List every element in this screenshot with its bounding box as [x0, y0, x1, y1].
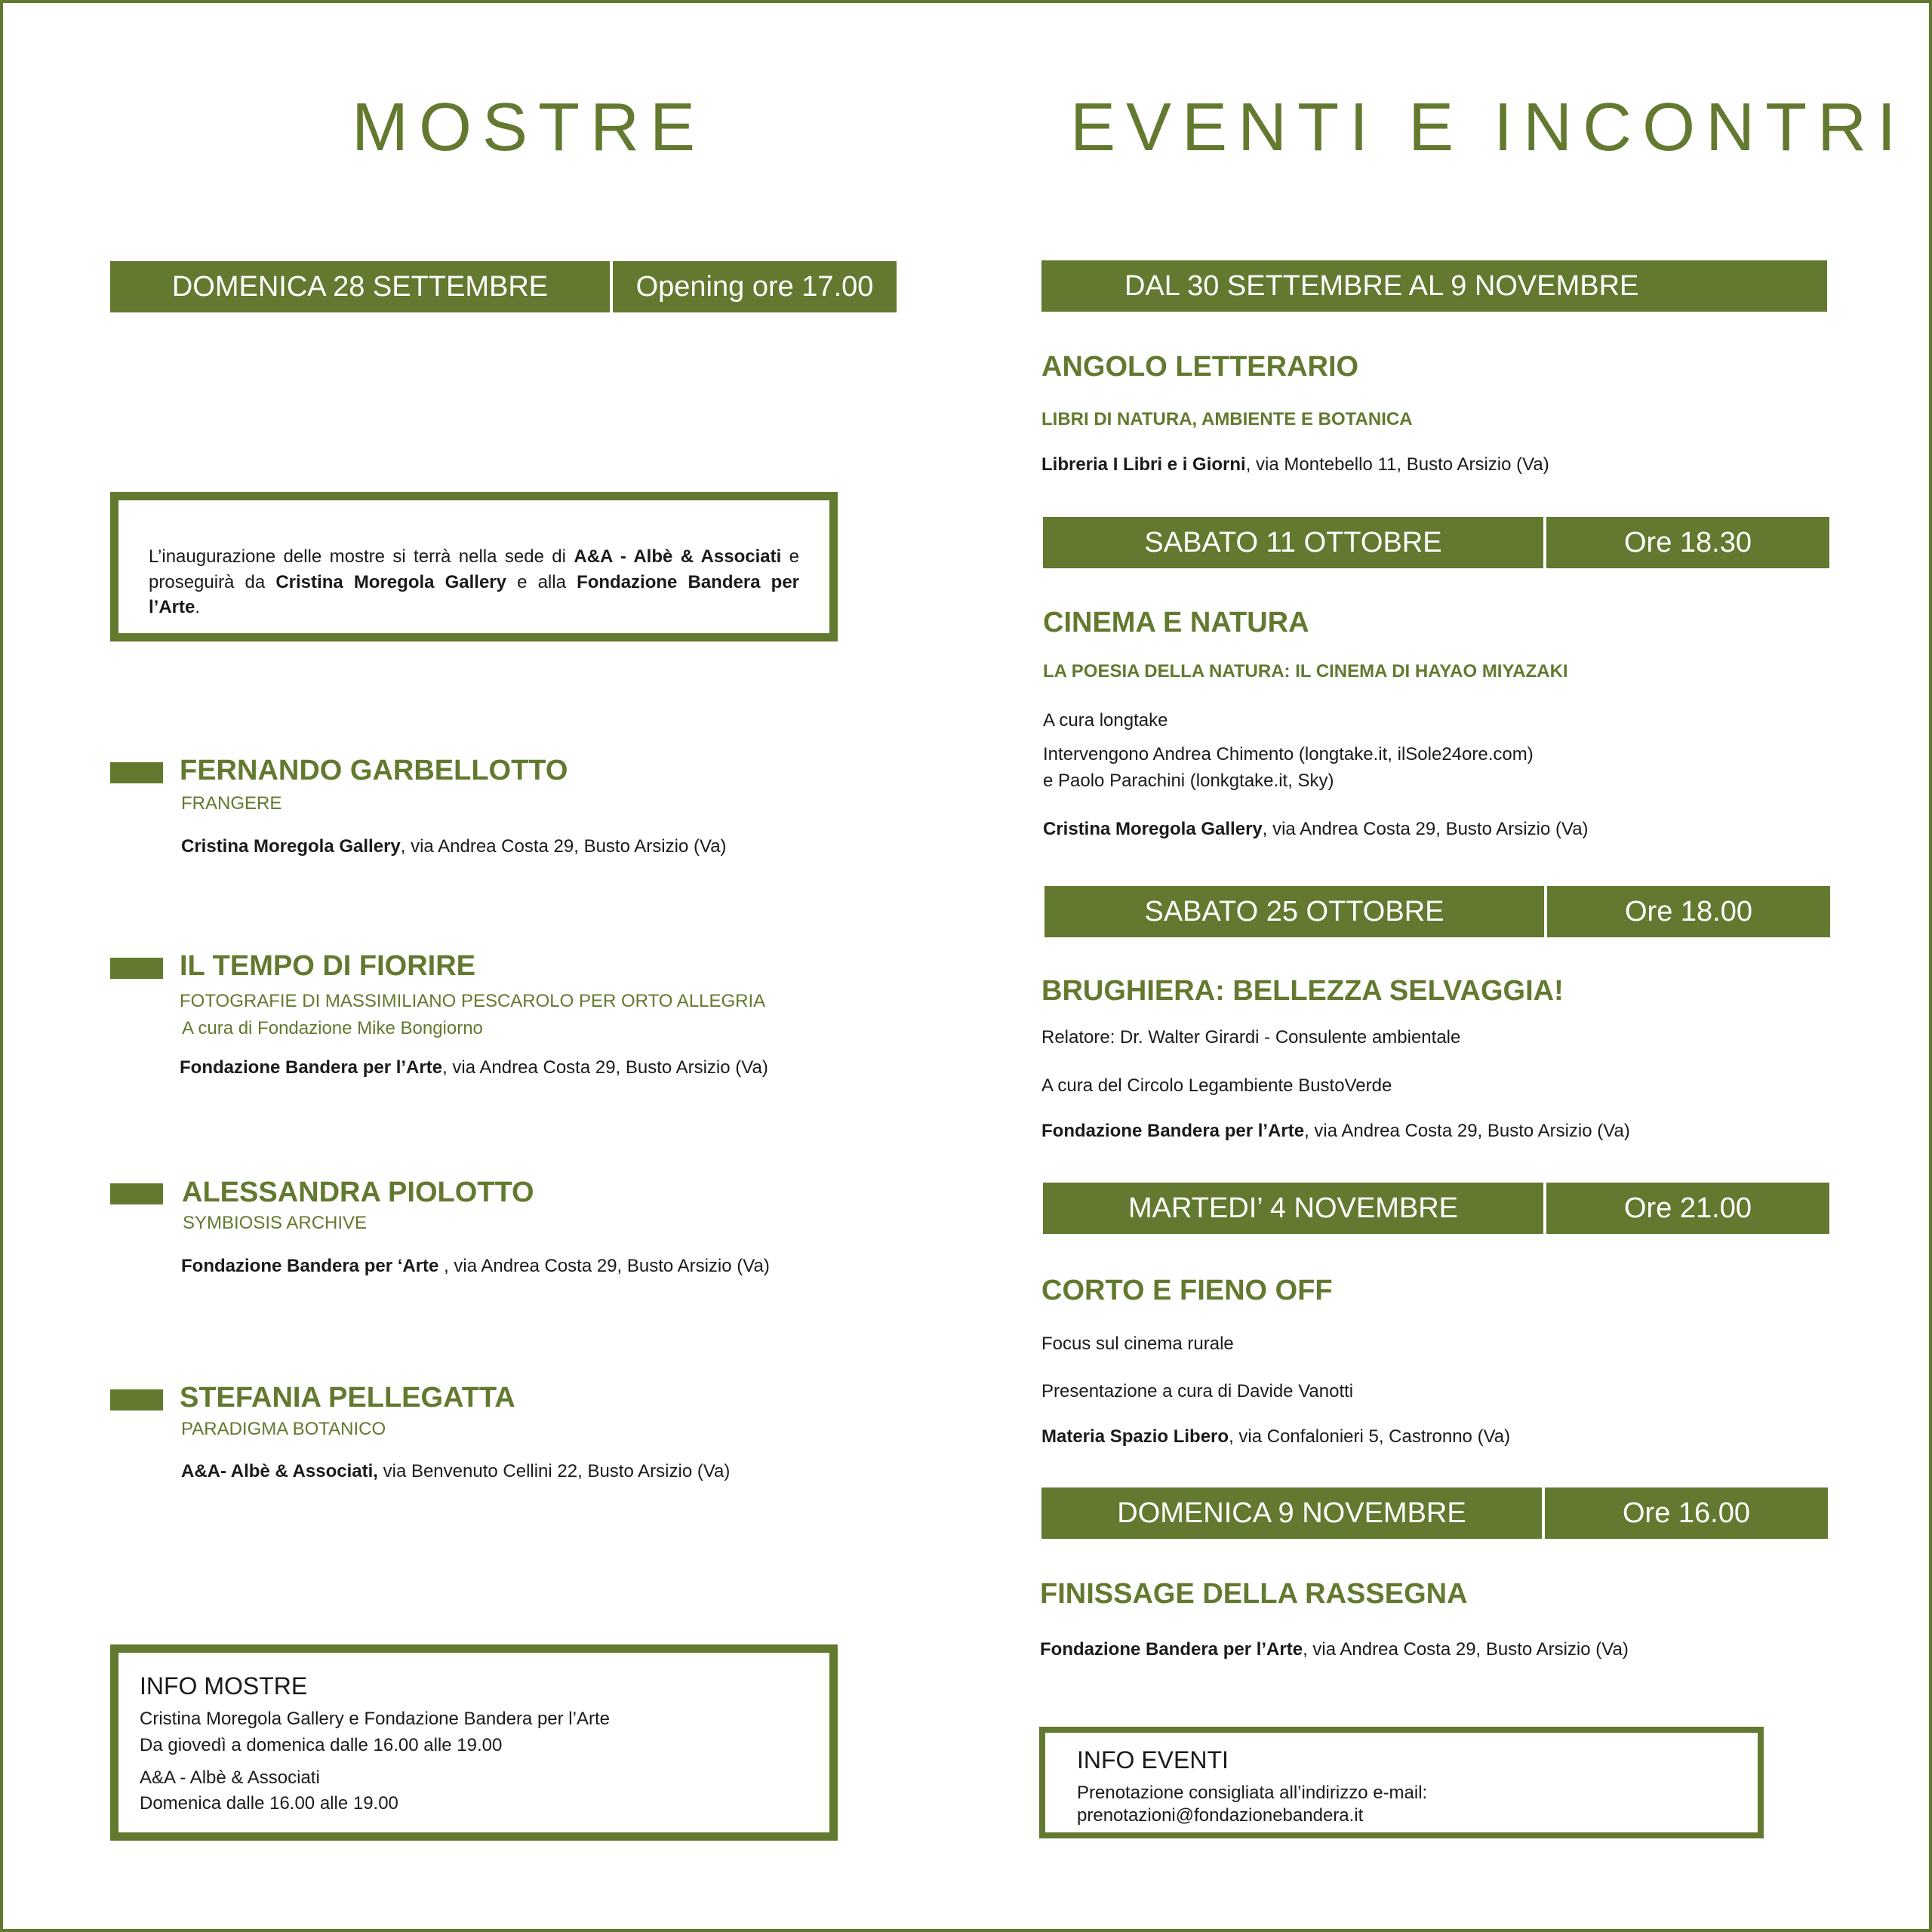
exhibition-venue: A&A- Albè & Associati, via Benvenuto Cellini 22, Busto Arsizio (Va) [181, 1461, 731, 1481]
exhibition-name: IL TEMPO DI FIORIRE [180, 950, 475, 982]
exhibition-name: STEFANIA PELLEGATTA [180, 1382, 515, 1414]
info-mostre-line: A&A - Albè & Associati [140, 1767, 320, 1788]
inauguration-box [110, 492, 838, 641]
event-title: BRUGHIERA: BELLEZZA SELVAGGIA! [1041, 975, 1564, 1007]
event-time-banner: Ore 16.00 [1545, 1487, 1828, 1539]
event-detail: Intervengono Andrea Chimento (longtake.it, ilSole24ore.com) [1043, 744, 1534, 764]
info-eventi-email: prenotazioni@fondazionebandera.it [1077, 1805, 1364, 1826]
event-detail: A cura del Circolo Legambiente BustoVerde [1041, 1075, 1392, 1096]
event-date-banner: SABATO 25 OTTOBRE [1044, 886, 1544, 937]
event-venue: Cristina Moregola Gallery, via Andrea Costa 29, Busto Arsizio (Va) [1043, 819, 1589, 839]
inauguration-text: L’inaugurazione delle mostre si terrà nella sede di A&A - Albè & Associati e proseguirà da Cristina Moregola Gallery e alla Fondazione Bandera per l’Arte. [149, 546, 800, 618]
event-title: CINEMA E NATURA [1043, 607, 1309, 638]
event-title: FINISSAGE DELLA RASSEGNA [1040, 1578, 1468, 1610]
exhibition-marker [110, 958, 163, 979]
exhibition-name: FERNANDO GARBELLOTTO [180, 755, 568, 786]
event-venue: Libreria I Libri e i Giorni, via Montebello 11, Busto Arsizio (Va) [1041, 454, 1549, 475]
exhibition-subtitle: FRANGERE [181, 793, 282, 814]
event-subtitle: LA POESIA DELLA NATURA: IL CINEMA DI HAYAO MIYAZAKI [1043, 661, 1568, 681]
event-time-banner: Ore 18.00 [1547, 886, 1830, 937]
exhibition-subtitle: PARADIGMA BOTANICO [181, 1419, 386, 1439]
event-detail: Focus sul cinema rurale [1041, 1334, 1234, 1354]
event-date-banner: MARTEDI’ 4 NOVEMBRE [1043, 1183, 1543, 1234]
exhibition-subtitle: FOTOGRAFIE DI MASSIMILIANO PESCAROLO PER ORTO ALLEGRIA [180, 991, 766, 1011]
eventi-title: EVENTI E INCONTRI [1070, 90, 1907, 165]
event-venue: Fondazione Bandera per l’Arte, via Andrea Costa 29, Busto Arsizio (Va) [1041, 1121, 1630, 1141]
exhibition-subtitle: SYMBIOSIS ARCHIVE [183, 1213, 368, 1233]
exhibition-venue: Cristina Moregola Gallery, via Andrea Costa 29, Busto Arsizio (Va) [181, 836, 727, 857]
info-mostre-line: Domenica dalle 16.00 alle 19.00 [140, 1793, 398, 1814]
opening-date-banner: DOMENICA 28 SETTEMBRE [110, 261, 610, 312]
exhibition-marker [110, 762, 163, 783]
event-detail: A cura longtake [1043, 710, 1168, 731]
info-mostre-box [110, 1644, 838, 1841]
exhibition-curator: A cura di Fondazione Mike Bongiorno [182, 1018, 483, 1038]
event-detail: Relatore: Dr. Walter Girardi - Consulente ambientale [1041, 1027, 1461, 1048]
info-mostre-line: Cristina Moregola Gallery e Fondazione Bandera per l’Arte [140, 1709, 610, 1729]
exhibition-marker [110, 1389, 163, 1411]
event-time-banner: Ore 21.00 [1546, 1183, 1829, 1234]
event-title: CORTO E FIENO OFF [1041, 1275, 1333, 1306]
info-mostre-title: INFO MOSTRE [140, 1672, 308, 1700]
exhibition-venue: Fondazione Bandera per l’Arte, via Andrea Costa 29, Busto Arsizio (Va) [180, 1057, 768, 1078]
event-venue: Fondazione Bandera per l’Arte, via Andrea Costa 29, Busto Arsizio (Va) [1040, 1639, 1629, 1660]
event-subtitle: LIBRI DI NATURA, AMBIENTE E BOTANICA [1041, 409, 1413, 429]
exhibition-name: ALESSANDRA PIOLOTTO [182, 1177, 534, 1208]
info-eventi-title: INFO EVENTI [1077, 1746, 1229, 1774]
event-date-banner: SABATO 11 OTTOBRE [1043, 517, 1543, 568]
info-eventi-box [1039, 1727, 1764, 1838]
event-detail: Presentazione a cura di Davide Vanotti [1041, 1381, 1354, 1401]
info-eventi-line: Prenotazione consigliata all’indirizzo e-mail: [1077, 1783, 1428, 1803]
event-title: ANGOLO LETTERARIO [1041, 351, 1359, 383]
mostre-title: MOSTRE [352, 90, 706, 165]
exhibition-venue: Fondazione Bandera per ‘Arte , via Andrea Costa 29, Busto Arsizio (Va) [181, 1256, 770, 1276]
event-date-banner: DOMENICA 9 NOVEMBRE [1041, 1487, 1542, 1539]
event-venue: Materia Spazio Libero, via Confalonieri 5, Castronno (Va) [1041, 1426, 1511, 1447]
event-detail: e Paolo Parachini (lonkgtake.it, Sky) [1043, 771, 1334, 791]
event-date-banner: DAL 30 SETTEMBRE AL 9 NOVEMBRE [1041, 260, 1827, 312]
info-mostre-line: Da giovedì a domenica dalle 16.00 alle 19.00 [140, 1734, 503, 1755]
event-time-banner: Ore 18.30 [1546, 517, 1829, 568]
opening-time-banner: Opening ore 17.00 [613, 261, 897, 312]
exhibition-marker [110, 1183, 163, 1204]
